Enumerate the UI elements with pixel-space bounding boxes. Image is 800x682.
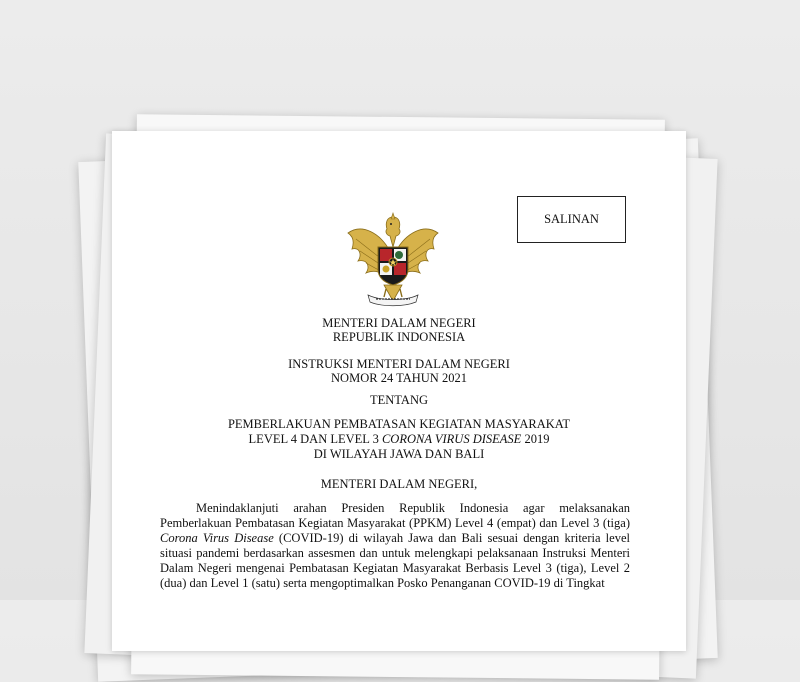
body-paragraph	[160, 501, 630, 591]
garuda-emblem-icon	[340, 203, 446, 313]
body-text-italic: Corona Virus Disease	[160, 531, 274, 545]
subject-line-2	[112, 432, 686, 447]
salutation: MENTERI DALAM NEGERI,	[320, 477, 478, 491]
subject-line-2-prefix: LEVEL 4 DAN LEVEL 3	[248, 432, 382, 446]
body-text-part-1: Menindaklanjuti arahan Presiden Republik Indonesia agar melaksanakan Pemberlakuan Pembatasan Kegiatan Masyarakat (PPKM) Level 4 (empat) dan Level 3 (tiga)	[160, 501, 630, 530]
subject-line-2-suffix: 2019	[521, 432, 550, 446]
about-label: TENTANG	[369, 393, 428, 407]
instruction-title: INSTRUKSI MENTERI DALAM NEGERI	[288, 357, 510, 371]
body-text-part-2: (COVID-19) di wilayah Jawa dan Bali sesuai dengan kriteria level situasi pandemi berdasarkan assesmen dan untuk melengkapi pelaksanaan Instruksi Menteri Dalam Negeri mengenai Pembatasan Kegiatan Masyarakat Berbasis Level 3 (tiga), Level 2 (dua) dan Level 1 (satu) serta mengoptimalkan Posko Penanganan COVID-19 di Tingkat	[160, 531, 630, 590]
salinan-label: SALINAN	[544, 212, 599, 226]
country-heading: REPUBLIK INDONESIA	[332, 330, 466, 344]
subject-line-2-italic: CORONA VIRUS DISEASE	[381, 432, 522, 446]
instruction-number: NOMOR 24 TAHUN 2021	[331, 371, 467, 385]
document-page	[112, 131, 686, 651]
subject-line-1: PEMBERLAKUAN PEMBATASAN KEGIATAN MASYARAKAT	[227, 417, 571, 431]
ministry-heading: MENTERI DALAM NEGERI	[322, 316, 476, 330]
salinan-stamp	[517, 196, 626, 243]
subject-line-3: DI WILAYAH JAWA DAN BALI	[313, 447, 485, 461]
